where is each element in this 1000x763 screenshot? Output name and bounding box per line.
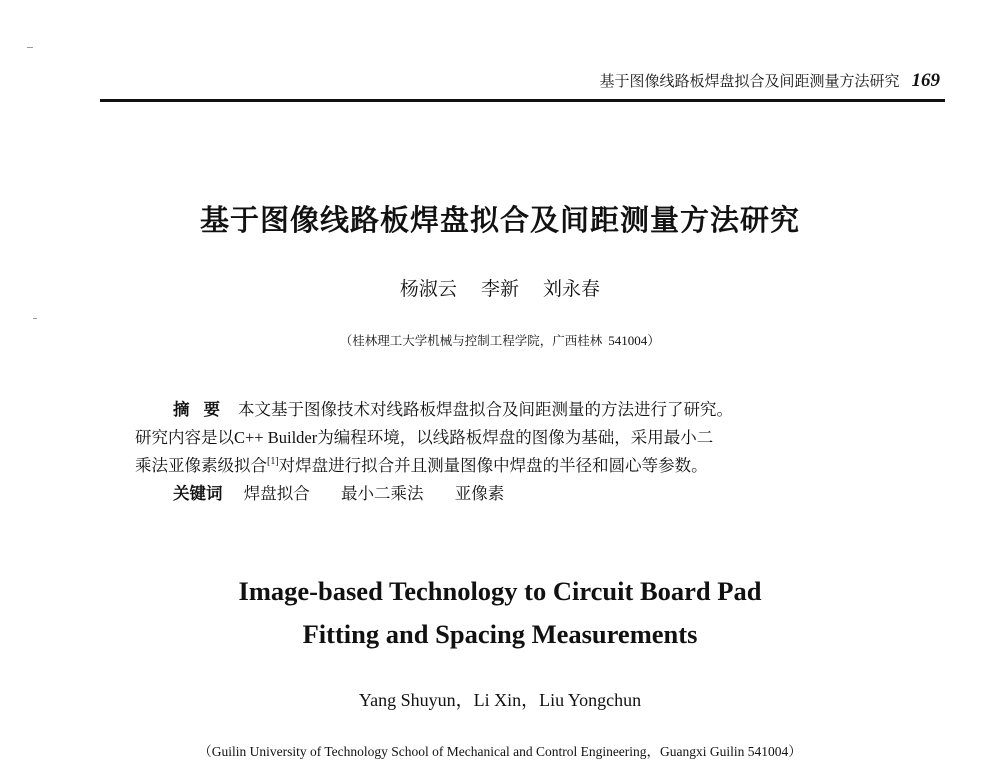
abstract-line (135, 396, 865, 424)
keywords-line (135, 480, 865, 508)
abstract-line (135, 452, 865, 480)
title-line: Fitting and Spacing Measurements (302, 619, 698, 649)
keyword: 最小二乘法 (341, 484, 424, 503)
header-rule (100, 99, 945, 102)
author-name: 刘永春 (543, 278, 601, 300)
authors-chinese (0, 274, 1000, 301)
keywords-label: 关键词 (173, 484, 223, 503)
abstract-text: 本文基于图像技术对线路板焊盘拟合及间距测量的方法进行了研究。 (238, 400, 733, 419)
abstract-text: 对焊盘进行拟合并且测量图像中焊盘的半径和圆心等参数。 (278, 456, 708, 475)
title-line: Image-based Technology to Circuit Board Pad (238, 576, 762, 606)
authors-english: Yang Shuyun，Li Xin，Liu Yongchun (358, 690, 642, 710)
keyword: 亚像素 (454, 484, 505, 503)
citation-reference: [1] (267, 456, 279, 467)
keyword: 焊盘拟合 (243, 484, 310, 503)
abstract-text: 为编程环境，以线路板焊盘的图像为基础，采用最小二 (317, 428, 714, 447)
affiliation-chinese (0, 330, 1000, 349)
abstract-section (135, 396, 865, 508)
abstract-line (135, 424, 865, 452)
scan-speck (27, 47, 33, 48)
affiliation-postcode: 541004） (608, 333, 661, 348)
scan-speck (33, 318, 37, 319)
page-number: 169 (911, 70, 940, 91)
abstract-text: 研究内容是以 (135, 428, 234, 447)
paper-title-chinese: 基于图像线路板焊盘拟合及间距测量方法研究 (199, 203, 800, 237)
affiliation-english: （Guilin University of Technology School of Mechanical and Control Engineering，Guangxi Guilin 541004） (198, 744, 802, 759)
author-name: 杨淑云 (399, 278, 457, 300)
author-name: 李新 (480, 278, 519, 300)
affiliation-text: （桂林理工大学机械与控制工程学院，广西桂林 (339, 333, 603, 348)
abstract-label: 摘要 (173, 400, 234, 419)
running-header (599, 70, 940, 92)
abstract-text: 乘法亚像素级拟合 (135, 456, 267, 475)
paper-title-english (0, 570, 1000, 656)
running-header-title: 基于图像线路板焊盘拟合及间距测量方法研究 (599, 72, 900, 90)
abstract-text-latin: C++ Builder (234, 428, 318, 447)
